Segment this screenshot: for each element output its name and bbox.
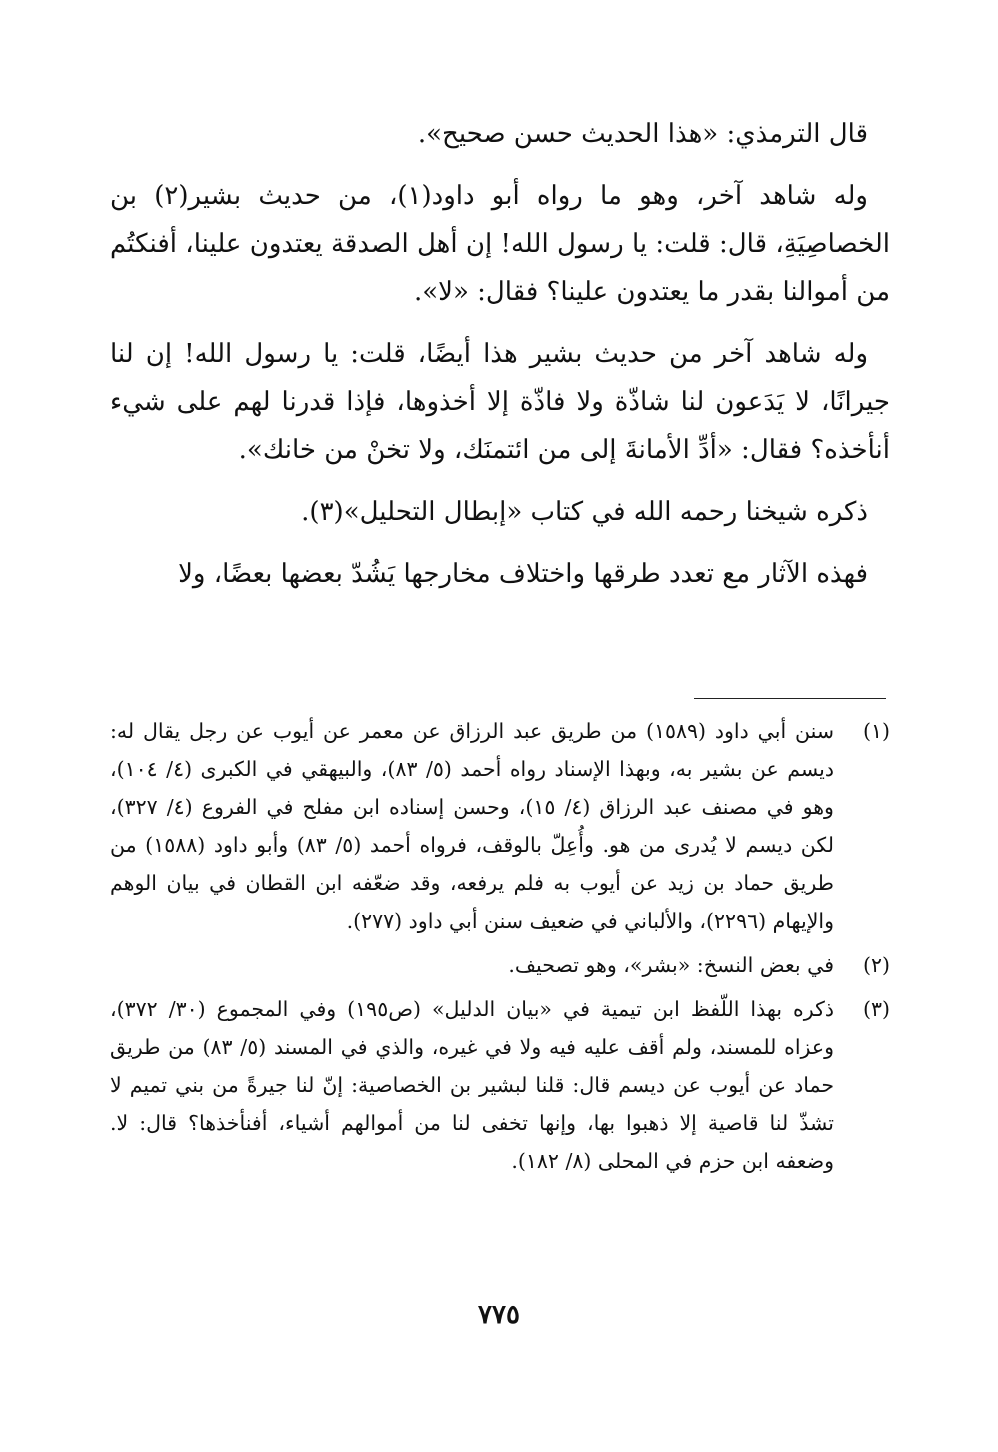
footnote-number: (٣) [862,997,890,1021]
footnote-1 [110,712,890,940]
footnote-3 [110,990,890,1180]
paragraph-second-witness: وله شاهد آخر من حديث بشير هذا أيضًا، قلت: يا رسول الله! إن لنا جيرانًا، لا يَدَعون لنا شاذّة ولا فاذّة إلا أخذوها، فإذا قدرنا لهم على شيء أنأخذه؟ فقال: «أدِّ الأمانةَ إلى من ائتمنَك، ولا تخنْ من خانك». [110,339,890,465]
footnote-text: في بعض النسخ: «بشر»، وهو تصحيف. [508,953,834,977]
footnote-number: (١) [862,719,890,743]
footnote-2 [110,946,890,984]
paragraph-abu-dawud: وله شاهد آخر، وهو ما رواه أبو داود(١)، من حديث بشير(٢) بن الخصاصِيَةِ، قال: قلت: يا رسول الله! إن أهل الصدقة يعتدون علينا، أفنكتُم من أموالنا بقدر ما يعتدون علينا؟ فقال: «لا». [110,181,890,307]
footnotes [110,712,890,1186]
paragraph-conclusion: فهذه الآثار مع تعدد طرقها واختلاف مخارجها يَشُدّ بعضها بعضًا، ولا [178,559,868,589]
footnote-text: سنن أبي داود (١٥٨٩) من طريق عبد الرزاق عن معمر عن أيوب عن رجل يقال له: ديسم عن بشير به، وبهذا الإسناد رواه أحمد (٥/ ٨٣)، والبيهقي في الكبرى (٤/ ١٠٤)، وهو في مصنف عبد الرزاق (٤/ ١٥)، وحسن إسناده ابن مفلح في الفروع (٤/ ٣٢٧)، لكن ديسم لا يُدرى من هو. وأُعِلّ بالوقف، فرواه أحمد (٥/ ٨٣) وأبو داود (١٥٨٨) من طريق حماد بن زيد عن أيوب به فلم يرفعه، وقد ضعّفه ابن القطان في بيان الوهم والإيهام (٢٢٩٦)، والألباني في ضعيف سنن أبي داود (٢٧٧). [110,719,835,933]
page-number: ٧٧٥ [478,1300,520,1330]
footnote-separator [694,698,886,699]
footnote-text: ذكره بهذا اللّفظ ابن تيمية في «بيان الدليل» (ص١٩٥) وفي المجموع (٣٠/ ٣٧٢)، وعزاه للمسند، ولم أقف عليه فيه ولا في غيره، والذي في المسند (٥/ ٨٣) من طريق حماد عن أيوب عن ديسم قال: قلنا لبشير بن الخصاصية: إنّ لنا جيرةً من بني تميم لا تشذّ لنا قاصية إلا ذهبوا بها، وإنها تخفى لنا من أموالهم أشياء، أفنأخذها؟ قال: لا. وضعفه ابن حزم في المحلى (٨/ ١٨٢). [110,997,834,1173]
paragraph-tirmidhi: قال الترمذي: «هذا الحديث حسن صحيح». [417,119,868,149]
paragraph-shaykh: ذكره شيخنا رحمه الله في كتاب «إبطال التحليل»(٣). [301,497,868,527]
footnote-number: (٢) [862,953,890,977]
main-text [110,110,890,612]
